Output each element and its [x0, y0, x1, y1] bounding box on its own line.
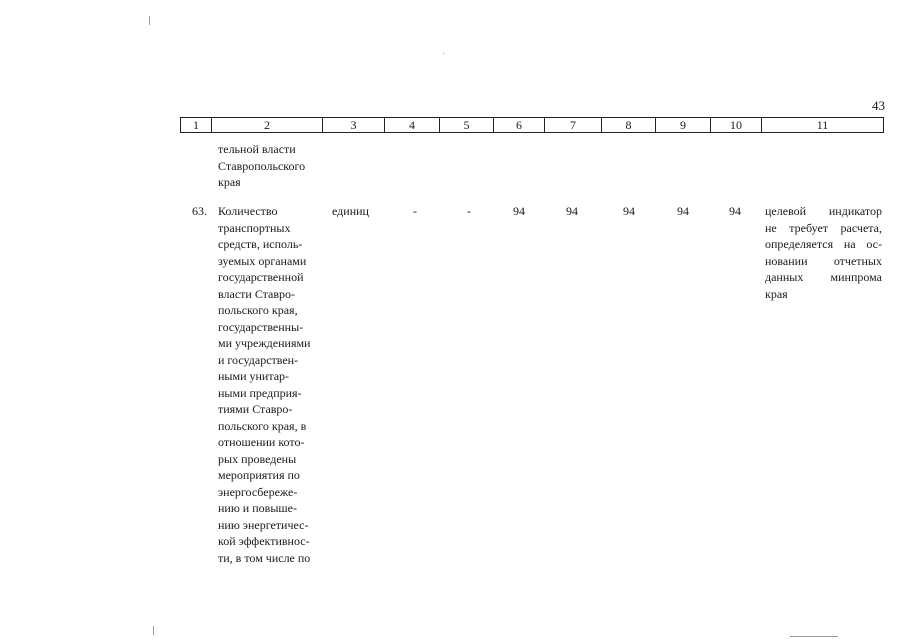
- header-col-7: 7: [545, 118, 602, 132]
- description-line: транспортных: [218, 220, 291, 235]
- note-line: новании отчетных: [765, 253, 882, 268]
- scan-mark: [790, 636, 838, 637]
- description-line: зуемых органами: [218, 253, 307, 268]
- description-line: польского края, в: [218, 418, 307, 433]
- description-line: и государствен-: [218, 352, 299, 367]
- unit-cell: единиц: [332, 204, 369, 218]
- row-description: [218, 203, 310, 566]
- note-line: определяется на ос-: [765, 237, 882, 251]
- description-line: Ставропольского: [218, 158, 306, 173]
- description-line: тельной власти: [218, 142, 296, 156]
- description-line: энергосбереже-: [218, 484, 298, 499]
- description-line: ми учреждениями: [218, 336, 311, 350]
- description-line: края: [218, 175, 241, 189]
- page-number: 43: [872, 98, 885, 113]
- header-col-8: 8: [602, 118, 656, 132]
- note-line: данных минпрома: [765, 270, 882, 284]
- description-line: отношении кото-: [218, 435, 305, 449]
- header-col-9: 9: [656, 118, 711, 132]
- col7-cell: 94: [566, 204, 578, 218]
- scan-mark: [443, 53, 444, 54]
- description-line: нию и повыше-: [218, 501, 297, 515]
- description-line: рых проведены: [218, 451, 297, 466]
- col4-cell: -: [413, 204, 417, 218]
- note-cell: [765, 203, 882, 302]
- description-line: мероприятия по: [218, 468, 300, 482]
- description-line: государственной: [218, 270, 304, 284]
- col6-cell: 94: [513, 204, 525, 218]
- col5-cell: -: [467, 204, 471, 218]
- col10-cell: 94: [729, 204, 741, 218]
- description-line: кой эффективнос-: [218, 534, 310, 548]
- col9-cell: 94: [677, 204, 689, 218]
- header-col-5: 5: [440, 118, 494, 132]
- header-col-6: 6: [494, 118, 545, 132]
- note-line: целевой индикатор: [765, 204, 882, 218]
- scan-mark: [153, 626, 154, 635]
- row-number: 63.: [192, 204, 207, 218]
- header-col-10: 10: [711, 118, 762, 132]
- description-line: ти, в том числе по: [218, 550, 311, 565]
- description-line: власти Ставро-: [218, 286, 296, 301]
- note-line: края: [765, 286, 788, 301]
- continued-description: [218, 141, 305, 191]
- description-line: ными унитар-: [218, 369, 290, 383]
- description-line: нию энергетичес-: [218, 517, 309, 532]
- note-line: не требует расчета,: [765, 220, 882, 235]
- description-line: средств, исполь-: [218, 237, 303, 251]
- description-line: Количество: [218, 204, 278, 218]
- description-line: ными предприя-: [218, 385, 302, 400]
- header-col-1: 1: [181, 118, 212, 132]
- table-header-row: [180, 117, 884, 133]
- header-col-4: 4: [385, 118, 440, 132]
- description-line: государственны-: [218, 319, 304, 334]
- header-col-11: 11: [816, 118, 829, 132]
- description-line: польского края,: [218, 303, 298, 317]
- header-col-2: 2: [212, 118, 323, 132]
- col8-cell: 94: [623, 204, 635, 218]
- description-line: тиями Ставро-: [218, 402, 293, 416]
- scan-mark: [149, 16, 150, 25]
- header-col-3: 3: [323, 118, 385, 132]
